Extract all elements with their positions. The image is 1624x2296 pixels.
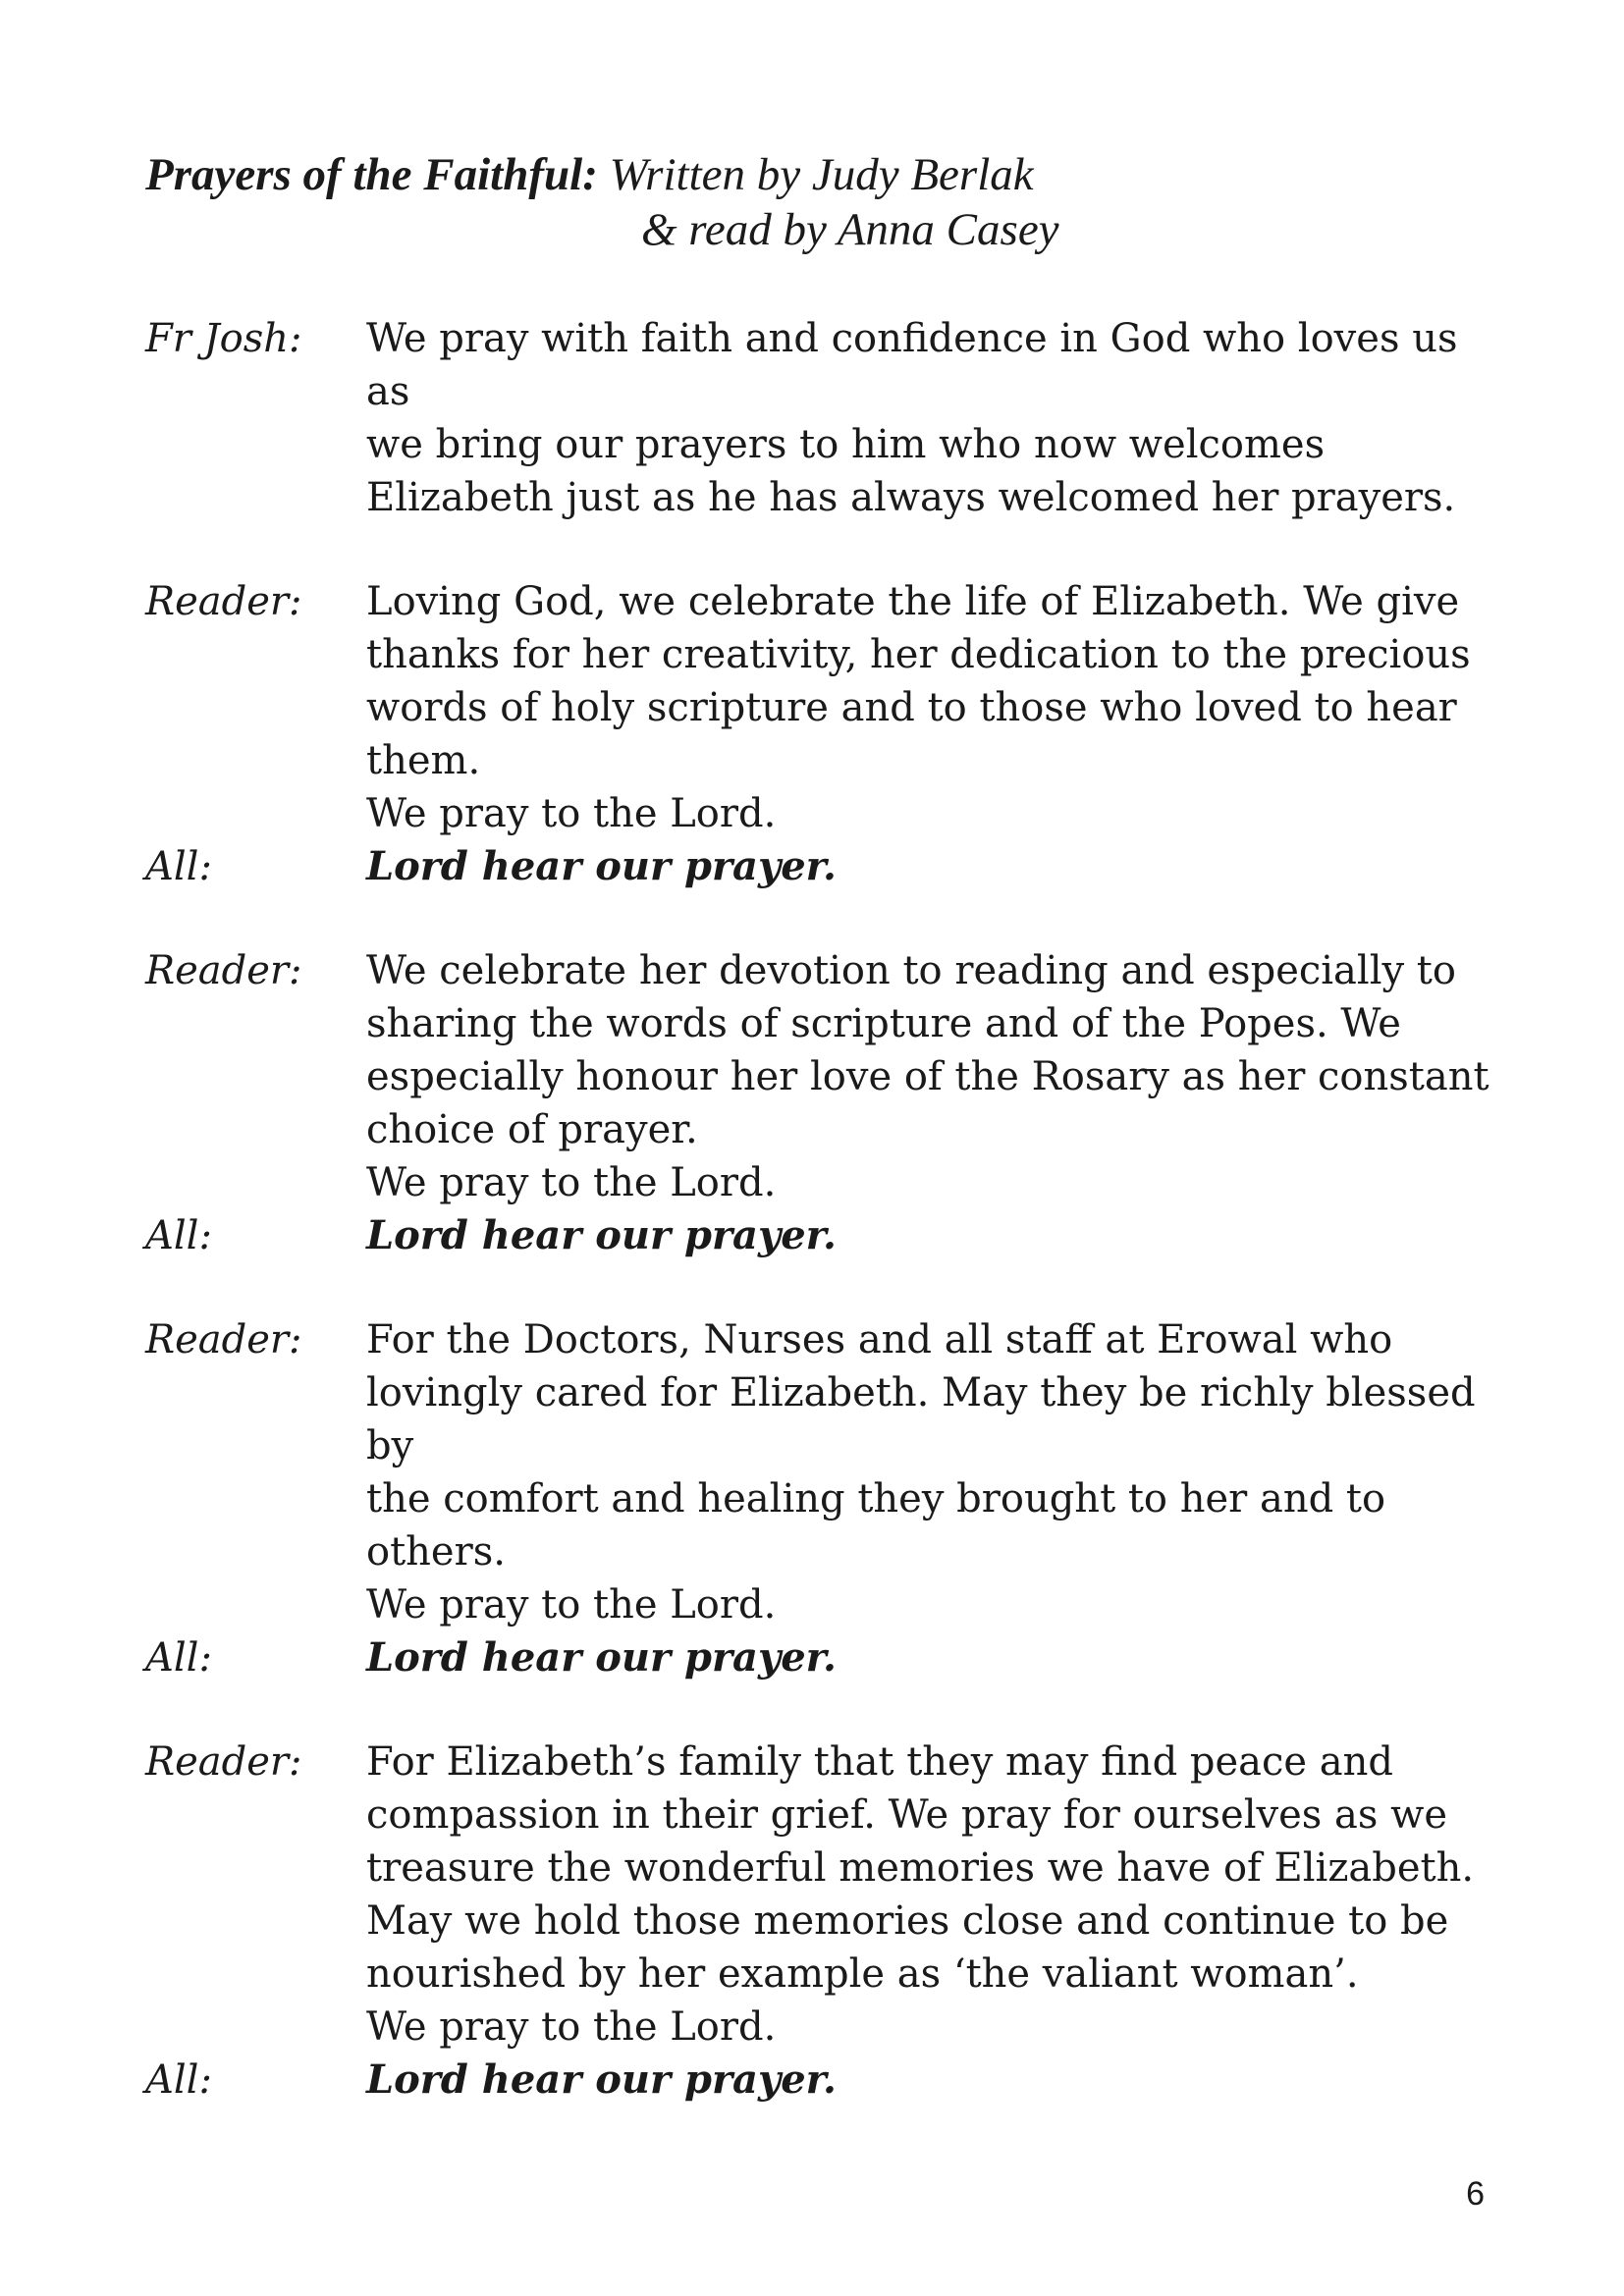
response-speaker-label: All: <box>145 2057 212 2103</box>
prayer-intro <box>145 312 1500 524</box>
response-line <box>145 840 1500 893</box>
response-line <box>145 1209 1500 1262</box>
prayer-text: For Elizabeth’s family that they may find peace and compassion in their grief. We pray for ourselves as we treasure the wonderful memories we have of Elizabeth. May we hold those memories close and continue to be nourished by her example as ‘the valiant woman’. <box>366 1739 1475 1997</box>
speaker-spacer <box>145 2001 366 2054</box>
speaker-label: Reader: <box>145 1317 302 1362</box>
petition-line <box>145 2001 1500 2054</box>
prayer-text: We pray with faith and confidence in God who loves us as we bring our prayers to him who now welcomes Elizabeth just as he has always welcomed her prayers. <box>366 316 1458 520</box>
divider <box>145 1262 1500 1313</box>
response-text: Lord hear our prayer. <box>366 1212 837 1258</box>
divider <box>145 1684 1500 1735</box>
response-speaker-label: All: <box>145 1635 212 1681</box>
response-line <box>145 2054 1500 2107</box>
response-text: Lord hear our prayer. <box>366 2056 837 2103</box>
prayer-petition-4 <box>145 1735 1500 2001</box>
petition-text: We pray to the Lord. <box>366 1582 777 1628</box>
prayers-list <box>145 312 1500 2107</box>
divider <box>145 524 1500 575</box>
heading-byline-line2: & read by Anna Casey <box>641 204 1059 255</box>
prayer-text: For the Doctors, Nurses and all staff at Erowal who lovingly cared for Elizabeth. May they be richly blessed by the comfort and healing they brought to her and to others. <box>366 1317 1476 1575</box>
speaker-label: Reader: <box>145 948 302 993</box>
speaker-label: Reader: <box>145 1739 302 1785</box>
petition-line <box>145 1156 1500 1209</box>
response-line <box>145 1631 1500 1684</box>
prayer-petition-1 <box>145 575 1500 787</box>
petition-text: We pray to the Lord. <box>366 2004 777 2050</box>
petition-text: We pray to the Lord. <box>366 1160 777 1205</box>
response-text: Lord hear our prayer. <box>366 843 837 889</box>
speaker-spacer <box>145 787 366 840</box>
prayer-petition-3 <box>145 1313 1500 1578</box>
page-number: 6 <box>1466 2175 1485 2213</box>
prayer-text: Loving God, we celebrate the life of Elizabeth. We give thanks for her creativity, her dedication to the precious words of holy scripture and to those who loved to hear them. <box>366 579 1471 783</box>
heading-title: Prayers of the Faithful: <box>145 149 598 200</box>
prayer-petition-2 <box>145 944 1500 1156</box>
heading-byline-line1: Written by Judy Berlak <box>597 149 1034 200</box>
speaker-spacer <box>145 1156 366 1209</box>
page-heading <box>145 147 1059 255</box>
prayer-text: We celebrate her devotion to reading and especially to sharing the words of scripture and of the Popes. We especially honour her love of the Rosary as her constant choice of prayer. <box>366 948 1489 1152</box>
speaker-label: Reader: <box>145 579 302 624</box>
response-speaker-label: All: <box>145 1213 212 1258</box>
petition-line <box>145 1578 1500 1631</box>
speaker-spacer <box>145 1578 366 1631</box>
petition-text: We pray to the Lord. <box>366 791 777 836</box>
divider <box>145 893 1500 944</box>
speaker-label: Fr Josh: <box>145 316 302 361</box>
petition-line <box>145 787 1500 840</box>
response-text: Lord hear our prayer. <box>366 1634 837 1681</box>
response-speaker-label: All: <box>145 844 212 889</box>
